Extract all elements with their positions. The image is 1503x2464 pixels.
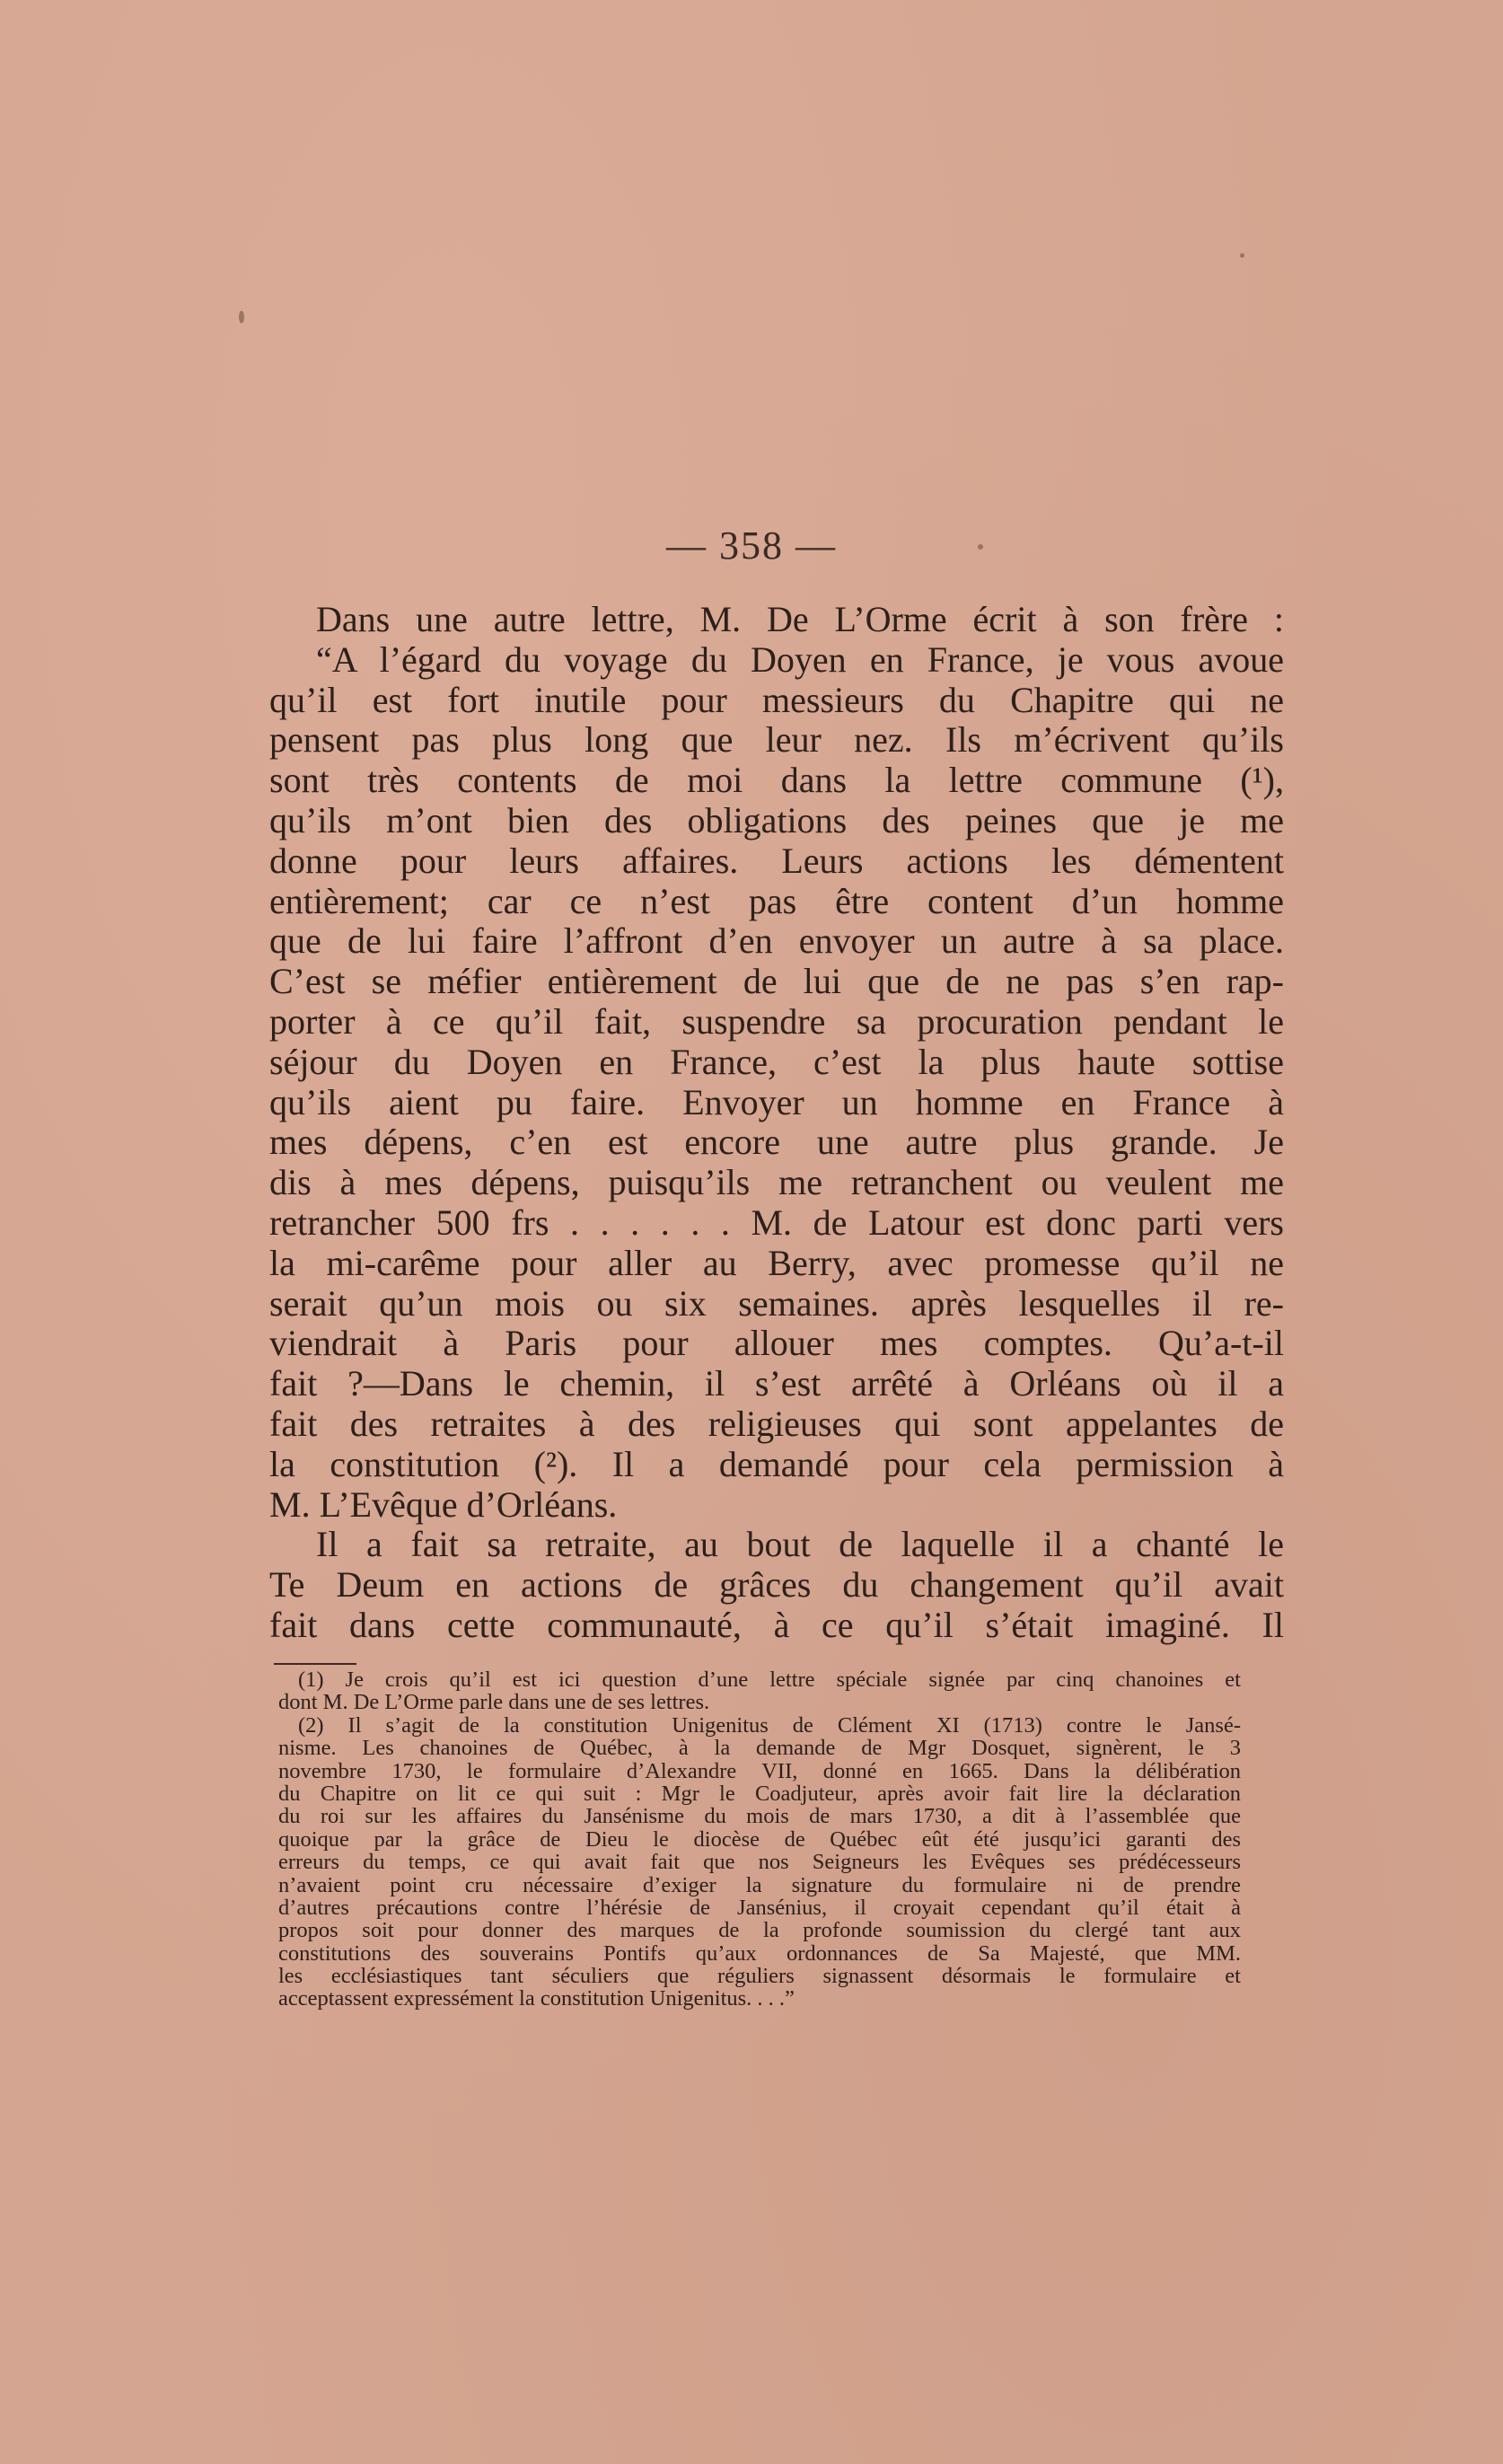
footnote-line: d’autres précautions contre l’hérésie de Jansénius, il croyait cependant qu’il était à bbox=[278, 1895, 1241, 1920]
text-line: C’est se méfier entièrement de lui que de ne pas s’en rap- bbox=[269, 961, 1284, 1002]
page-number: — 358 — bbox=[666, 524, 837, 568]
footnote-line: dont M. De L’Orme parle dans une de ses lettres. bbox=[278, 1690, 710, 1715]
text-line: porter à ce qu’il fait, suspendre sa procuration pendant le bbox=[269, 1000, 1284, 1042]
text-line: Dans une autre lettre, M. De L’Orme écrit à son frère : bbox=[316, 599, 1284, 639]
text-line: dis à mes dépens, puisqu’ils me retranchent ou veulent me bbox=[269, 1162, 1284, 1203]
text-line: entièrement; car ce n’est pas être content d’un homme bbox=[269, 880, 1284, 921]
text-line: fait ?—Dans le chemin, il s’est arrêté à Orléans où il a bbox=[269, 1363, 1284, 1404]
footnote-line: du roi sur les affaires du Jansénisme du mois de mars 1730, a dit à l’assemblée que bbox=[278, 1804, 1241, 1829]
text-line: mes dépens, c’en est encore une autre plus grande. Je bbox=[269, 1122, 1284, 1163]
text-line: qu’ils aient pu faire. Envoyer un homme en France à bbox=[269, 1081, 1284, 1122]
text-line: “A l’égard du voyage du Doyen en France, je vous avoue bbox=[316, 638, 1284, 680]
text-line: qu’il est fort inutile pour messieurs du Chapitre qui ne bbox=[269, 679, 1284, 720]
footnote-line: constitutions des souverains Pontifs qu’aux ordonnances de Sa Majesté, que MM. bbox=[278, 1940, 1241, 1966]
footnote-line: propos soit pour donner des marques de la profonde soumission du clergé tant aux bbox=[278, 1918, 1241, 1943]
paper-speck bbox=[239, 311, 244, 323]
text-line: que de lui faire l’affront d’en envoyer un autre à sa place. bbox=[269, 920, 1284, 962]
footnote-line: (1) Je crois qu’il est ici question d’une lettre spéciale signée par cinq chanoines et bbox=[298, 1668, 1241, 1692]
footnote-line: quoique par la grâce de Dieu le diocèse de Québec eût été jusqu’ici garanti des bbox=[278, 1826, 1241, 1852]
main-text bbox=[269, 600, 1284, 1646]
text-line: serait qu’un mois ou six semaines. après lesquelles il re- bbox=[269, 1282, 1284, 1324]
text-line: la mi-carême pour aller au Berry, avec promesse qu’il ne bbox=[269, 1242, 1284, 1283]
text-line: pensent pas plus long que leur nez. Ils m’écrivent qu’ils bbox=[269, 719, 1284, 761]
footnote-line: (2) Il s’agit de la constitution Unigenitus de Clément XI (1713) contre le Jansé- bbox=[298, 1712, 1241, 1738]
text-line: M. L’Evêque d’Orléans. bbox=[269, 1483, 618, 1525]
footnotes bbox=[278, 1668, 1241, 2011]
footnote-divider bbox=[274, 1663, 356, 1665]
footnote-line: du Chapitre on lit ce qui suit : Mgr le Coadjuteur, après avoir fait lire la déclaration bbox=[278, 1781, 1241, 1806]
text-line: fait dans cette communauté, à ce qu’il s’était imaginé. Il bbox=[269, 1604, 1284, 1645]
text-line: donne pour leurs affaires. Leurs actions les démentent bbox=[269, 840, 1284, 881]
footnote-line: novembre 1730, le formulaire d’Alexandre VII, donné en 1665. Dans la délibération bbox=[278, 1758, 1241, 1783]
text-line: Te Deum en actions de grâces du changement qu’il avait bbox=[269, 1564, 1284, 1606]
text-line: la constitution (²). Il a demandé pour cela permission à bbox=[269, 1443, 1284, 1484]
text-line: sont très contents de moi dans la lettre commune (¹), bbox=[269, 760, 1284, 801]
footnote-line: acceptassent expressément la constitution Unigenitus. . . .” bbox=[278, 1986, 795, 2011]
text-line: Il a fait sa retraite, au bout de laquelle il a chanté le bbox=[316, 1524, 1284, 1565]
text-line: fait des retraites à des religieuses qui sont appelantes de bbox=[269, 1403, 1284, 1444]
footnote-line: n’avaient point cru nécessaire d’exiger la signature du formulaire ni de prendre bbox=[278, 1872, 1241, 1897]
text-line: séjour du Doyen en France, c’est la plus haute sottise bbox=[269, 1041, 1284, 1082]
text-line: qu’ils m’ont bien des obligations des peines que je me bbox=[269, 799, 1284, 840]
footnote-line: erreurs du temps, ce qui avait fait que nos Seigneurs les Evêques ses prédécesseurs bbox=[278, 1850, 1241, 1875]
text-line: retrancher 500 frs . . . . . . M. de Latour est donc parti vers bbox=[269, 1201, 1284, 1243]
footnote-line: nisme. Les chanoines de Québec, à la demande de Mgr Dosquet, signèrent, le 3 bbox=[278, 1736, 1241, 1761]
text-line: viendrait à Paris pour allouer mes comptes. Qu’a-t-il bbox=[269, 1323, 1284, 1364]
footnote-line: les ecclésiastiques tant séculiers que réguliers signassent désormais le formulaire et bbox=[278, 1964, 1241, 1989]
paper-speck bbox=[1240, 253, 1244, 258]
